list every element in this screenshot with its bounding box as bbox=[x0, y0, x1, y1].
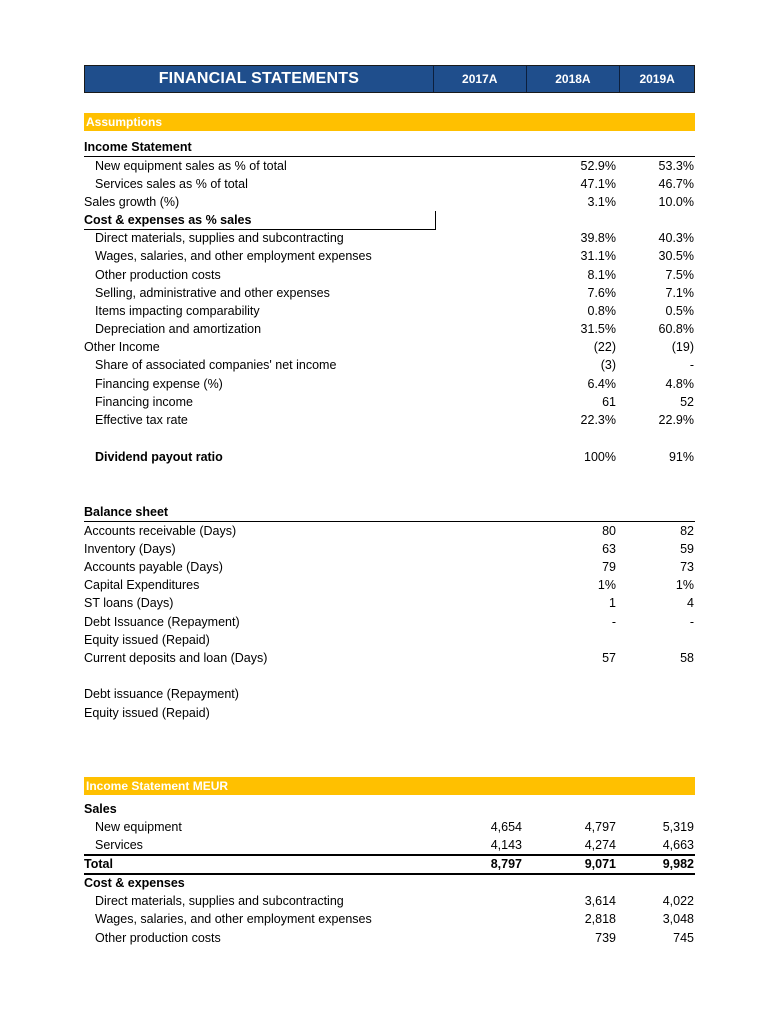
row-label: Financing expense (%) bbox=[95, 377, 223, 391]
income-statement-heading-row bbox=[84, 138, 695, 157]
table-row bbox=[84, 448, 695, 466]
table-row bbox=[84, 393, 695, 411]
year-header-2018: 2018A bbox=[527, 66, 621, 92]
cell-2017: 4,654 bbox=[490, 820, 522, 834]
row-label: New equipment sales as % of total bbox=[95, 159, 287, 173]
income-statement-heading: Income Statement bbox=[84, 140, 192, 154]
table-row bbox=[84, 892, 695, 910]
cell-2019: 59 bbox=[680, 542, 694, 556]
row-label: Depreciation and amortization bbox=[95, 322, 262, 336]
assumptions-section-bar: Assumptions bbox=[84, 113, 695, 131]
row-label: Wages, salaries, and other employment expenses bbox=[95, 912, 372, 926]
row-label: Total bbox=[84, 857, 113, 871]
row-label: Sales growth (%) bbox=[84, 195, 180, 209]
table-row bbox=[84, 284, 695, 302]
row-label: Debt issuance (Repayment) bbox=[84, 687, 239, 701]
cell-2019: 52 bbox=[680, 395, 694, 409]
year-header-2019: 2019A bbox=[639, 72, 675, 86]
cell-2019: 60.8% bbox=[658, 322, 694, 336]
row-label: Items impacting comparability bbox=[95, 304, 260, 318]
row-label: Accounts receivable (Days) bbox=[84, 524, 237, 538]
table-row bbox=[84, 247, 695, 265]
cell-2019: - bbox=[689, 615, 694, 629]
cell-2018: - bbox=[611, 615, 616, 629]
row-label: Share of associated companies' net income bbox=[95, 358, 337, 372]
row-label: Equity issued (Repaid) bbox=[84, 633, 210, 647]
table-row bbox=[84, 175, 695, 193]
table-row bbox=[84, 910, 695, 928]
cell-2019: 3,048 bbox=[662, 912, 694, 926]
table-row bbox=[84, 320, 695, 338]
cell-2019: 40.3% bbox=[658, 231, 694, 245]
cell-2018: 7.6% bbox=[587, 286, 616, 300]
cost-expenses-heading: Cost & expenses as % sales bbox=[84, 213, 252, 227]
cell-2019: - bbox=[689, 358, 694, 372]
table-row bbox=[84, 558, 695, 576]
sales-heading: Sales bbox=[84, 802, 117, 816]
row-label: Other production costs bbox=[95, 268, 221, 282]
cell-2018: 61 bbox=[602, 395, 616, 409]
cell-2019: 4 bbox=[687, 596, 694, 610]
row-label: Other Income bbox=[84, 340, 160, 354]
cell-2018: 3.1% bbox=[587, 195, 616, 209]
row-label: Cost & expenses bbox=[84, 876, 185, 890]
cell-2018: 1 bbox=[609, 596, 616, 610]
total-row bbox=[84, 854, 695, 875]
year-header-2017: 2017A bbox=[434, 66, 527, 92]
row-label: Current deposits and loan (Days) bbox=[84, 651, 268, 665]
cell-2019: 4,663 bbox=[662, 838, 694, 852]
table-row bbox=[84, 836, 695, 854]
table-row bbox=[84, 522, 695, 540]
cell-2018: 8.1% bbox=[587, 268, 616, 282]
cell-2019: 1% bbox=[675, 578, 694, 592]
table-row bbox=[84, 704, 695, 722]
table-row bbox=[84, 266, 695, 284]
row-label: ST loans (Days) bbox=[84, 596, 174, 610]
table-row bbox=[84, 302, 695, 320]
cell-2019: 9,982 bbox=[662, 857, 694, 871]
cell-2018: 4,797 bbox=[584, 820, 616, 834]
cell-2018: 0.8% bbox=[587, 304, 616, 318]
cell-2019: 7.1% bbox=[665, 286, 694, 300]
row-label: New equipment bbox=[95, 820, 182, 834]
cell-2019: 10.0% bbox=[658, 195, 694, 209]
cell-2018: 57 bbox=[602, 651, 616, 665]
cell-2019: 4,022 bbox=[662, 894, 694, 908]
cell-2018: 100% bbox=[584, 450, 616, 464]
cell-2018: 39.8% bbox=[580, 231, 616, 245]
table-row bbox=[84, 613, 695, 631]
balance-sheet-heading: Balance sheet bbox=[84, 505, 169, 519]
cell-2018: 79 bbox=[602, 560, 616, 574]
cell-2018: 80 bbox=[602, 524, 616, 538]
table-row bbox=[84, 631, 695, 649]
cell-2018: 31.1% bbox=[580, 249, 616, 263]
cell-2017: 4,143 bbox=[490, 838, 522, 852]
table-row bbox=[84, 576, 695, 594]
cell-2018: 2,818 bbox=[584, 912, 616, 926]
balance-sheet-heading-row bbox=[84, 503, 695, 522]
row-label: Capital Expenditures bbox=[84, 578, 200, 592]
table-row bbox=[84, 685, 695, 703]
cell-2018: 4,274 bbox=[584, 838, 616, 852]
cost-expenses-row bbox=[84, 874, 695, 892]
cell-2018: 31.5% bbox=[580, 322, 616, 336]
cell-2019: 0.5% bbox=[665, 304, 694, 318]
sales-heading-row bbox=[84, 800, 695, 818]
table-row bbox=[84, 229, 695, 247]
cell-2019: 58 bbox=[680, 651, 694, 665]
cell-2017: 8,797 bbox=[490, 857, 522, 871]
cell-2019: 46.7% bbox=[658, 177, 694, 191]
table-row bbox=[84, 540, 695, 558]
cell-2018: 739 bbox=[595, 931, 616, 945]
cell-2018: 1% bbox=[597, 578, 616, 592]
row-label: Inventory (Days) bbox=[84, 542, 176, 556]
table-row bbox=[84, 375, 695, 393]
row-label: Wages, salaries, and other employment expenses bbox=[95, 249, 372, 263]
row-label: Equity issued (Repaid) bbox=[84, 706, 210, 720]
cell-2019: 22.9% bbox=[658, 413, 694, 427]
row-label: Services bbox=[95, 838, 143, 852]
cell-2018: 52.9% bbox=[580, 159, 616, 173]
cell-2019: 7.5% bbox=[665, 268, 694, 282]
cell-2018: (22) bbox=[593, 340, 616, 354]
table-row bbox=[84, 929, 695, 947]
table-row bbox=[84, 157, 695, 175]
cell-2019: 82 bbox=[680, 524, 694, 538]
row-label: Financing income bbox=[95, 395, 193, 409]
table-row bbox=[84, 649, 695, 667]
row-label: Other production costs bbox=[95, 931, 221, 945]
cell-2019: 53.3% bbox=[658, 159, 694, 173]
cell-2018: 47.1% bbox=[580, 177, 616, 191]
row-label: Direct materials, supplies and subcontracting bbox=[95, 894, 344, 908]
table-row bbox=[84, 356, 695, 374]
row-label: Debt Issuance (Repayment) bbox=[84, 615, 240, 629]
sheet-title: FINANCIAL STATEMENTS bbox=[85, 66, 434, 92]
cell-2018: 22.3% bbox=[580, 413, 616, 427]
financial-statements-sheet bbox=[84, 65, 695, 945]
cell-2018: 63 bbox=[602, 542, 616, 556]
cost-expenses-heading-row bbox=[84, 211, 695, 229]
header-bar bbox=[84, 65, 695, 93]
table-row bbox=[84, 411, 695, 429]
cell-2019: 30.5% bbox=[658, 249, 694, 263]
cell-2018: (3) bbox=[600, 358, 616, 372]
cell-2018: 9,071 bbox=[584, 857, 616, 871]
row-label: Dividend payout ratio bbox=[95, 450, 223, 464]
cell-2018: 3,614 bbox=[584, 894, 616, 908]
table-row bbox=[84, 193, 695, 211]
table-row bbox=[84, 594, 695, 612]
row-label: Services sales as % of total bbox=[95, 177, 248, 191]
table-row bbox=[84, 338, 695, 356]
cell-2019: 5,319 bbox=[662, 820, 694, 834]
row-label: Selling, administrative and other expenses bbox=[95, 286, 330, 300]
cell-2019: 4.8% bbox=[665, 377, 694, 391]
cell-2019: 73 bbox=[680, 560, 694, 574]
cell-2019: 91% bbox=[668, 450, 694, 464]
cell-2019: (19) bbox=[671, 340, 694, 354]
table-row bbox=[84, 818, 695, 836]
income-statement-section-bar: Income Statement MEUR bbox=[84, 777, 695, 795]
row-label: Direct materials, supplies and subcontracting bbox=[95, 231, 344, 245]
cell-2019: 745 bbox=[673, 931, 694, 945]
cell-2018: 6.4% bbox=[587, 377, 616, 391]
row-label: Effective tax rate bbox=[95, 413, 188, 427]
row-label: Accounts payable (Days) bbox=[84, 560, 223, 574]
